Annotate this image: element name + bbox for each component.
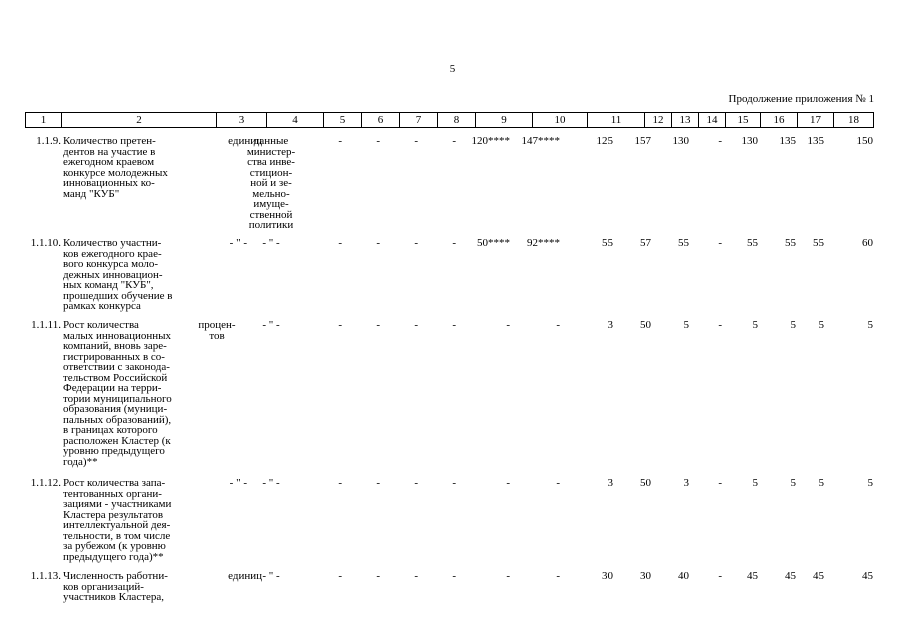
value-c16: 55 (785, 237, 796, 249)
header-cell: 13 (671, 113, 698, 127)
value-c17: 5 (818, 319, 824, 331)
value-c15: 45 (747, 570, 758, 582)
header-cell: 14 (698, 113, 725, 127)
header-cell: 1 (40, 114, 47, 126)
value-c8: - (452, 319, 456, 331)
row-id: 1.1.12. (30, 477, 61, 489)
row-unit: - " - (229, 237, 247, 249)
value-c10: 147**** (521, 135, 560, 147)
row-unit: единиц (228, 570, 262, 582)
row-name: Рост количества малых инновационных компаний, вновь заре- гистрированных в со- ответствии с законода- тельством Российской Федерации на терри- тории муниципального образования (муници- пальных образований), в границах которого расположен Кластер (к уровню предыдущего года)** (63, 319, 172, 468)
value-c11: 125 (596, 135, 613, 147)
row-id: 1.1.11. (31, 319, 61, 331)
value-c14: - (718, 319, 722, 331)
value-c5: - (338, 477, 342, 489)
header-cell: 16 (760, 113, 797, 127)
value-c5: - (338, 135, 342, 147)
row-source: данные министер- ства инве- стицион- ной и зе- мельно- имуще- ственной политики (246, 135, 296, 231)
value-c7: - (414, 570, 418, 582)
row-source: - " - (262, 237, 280, 249)
row-name: Рост количества запа- тентованных органи- зациями - участниками Кластера результатов интеллектуальной дея- тельности, в том числе за рубежом (к уровню предыдущего года)** (63, 477, 172, 563)
value-c9: 120**** (471, 135, 510, 147)
value-c8: - (452, 237, 456, 249)
value-c18: 5 (867, 319, 873, 331)
value-c12: 50 (640, 477, 651, 489)
value-c14: - (718, 135, 722, 147)
header-cell: 15 (725, 113, 760, 127)
header-cell: 6 (361, 113, 399, 127)
value-c12: 57 (640, 237, 651, 249)
value-c16: 135 (779, 135, 796, 147)
row-name: Количество участни- ков ежегодного крае- вого конкурса моло- дежных инновацион- ных команд "КУБ", прошедших обучение в рамках конкурса (63, 237, 173, 312)
value-c5: - (338, 319, 342, 331)
header-cell: 11 (587, 113, 644, 127)
table-header (25, 112, 874, 128)
value-c12: 30 (640, 570, 651, 582)
value-c16: 5 (790, 477, 796, 489)
value-c13: 5 (683, 319, 689, 331)
value-c9: - (506, 477, 510, 489)
value-c12: 50 (640, 319, 651, 331)
value-c15: 55 (747, 237, 758, 249)
value-c17: 45 (813, 570, 824, 582)
value-c11: 55 (602, 237, 613, 249)
value-c5: - (338, 237, 342, 249)
row-unit: единиц (228, 135, 262, 147)
value-c11: 30 (602, 570, 613, 582)
value-c16: 45 (785, 570, 796, 582)
value-c6: - (376, 319, 380, 331)
value-c14: - (718, 477, 722, 489)
value-c7: - (414, 237, 418, 249)
value-c12: 157 (634, 135, 651, 147)
value-c10: 92**** (527, 237, 560, 249)
row-unit: - " - (229, 477, 247, 489)
row-id: 1.1.13. (30, 570, 61, 582)
value-c9: - (506, 570, 510, 582)
value-c18: 150 (856, 135, 873, 147)
value-c10: - (556, 319, 560, 331)
value-c13: 3 (683, 477, 689, 489)
header-cell: 8 (437, 113, 475, 127)
value-c5: - (338, 570, 342, 582)
row-name: Численность работни- ков организаций- участников Кластера, (63, 570, 168, 603)
value-c13: 130 (672, 135, 689, 147)
header-cell: 3 (216, 113, 266, 127)
value-c6: - (376, 477, 380, 489)
value-c17: 135 (807, 135, 824, 147)
row-source: - " - (262, 570, 280, 582)
header-cell: 5 (323, 113, 361, 127)
value-c15: 5 (752, 319, 758, 331)
value-c7: - (414, 477, 418, 489)
value-c15: 5 (752, 477, 758, 489)
row-unit: процен- тов (198, 319, 236, 342)
value-c18: 60 (862, 237, 873, 249)
value-c10: - (556, 570, 560, 582)
value-c6: - (376, 570, 380, 582)
header-cell: 12 (644, 113, 671, 127)
value-c8: - (452, 570, 456, 582)
value-c15: 130 (741, 135, 758, 147)
value-c14: - (718, 237, 722, 249)
value-c18: 5 (867, 477, 873, 489)
row-source: - " - (262, 477, 280, 489)
value-c7: - (414, 135, 418, 147)
continuation-caption: Продолжение приложения № 1 (728, 93, 874, 105)
value-c14: - (718, 570, 722, 582)
header-cell: 17 (797, 113, 833, 127)
header-cell: 18 (833, 113, 873, 127)
value-c9: - (506, 319, 510, 331)
value-c18: 45 (862, 570, 873, 582)
row-id: 1.1.10. (30, 237, 61, 249)
value-c6: - (376, 135, 380, 147)
value-c7: - (414, 319, 418, 331)
value-c8: - (452, 477, 456, 489)
value-c17: 5 (818, 477, 824, 489)
header-cell: 9 (475, 113, 532, 127)
row-id: 1.1.9. (36, 135, 61, 147)
value-c17: 55 (813, 237, 824, 249)
header-cell: 2 (61, 113, 216, 127)
value-c10: - (556, 477, 560, 489)
value-c11: 3 (607, 477, 613, 489)
page-number: 5 (449, 63, 456, 75)
value-c11: 3 (607, 319, 613, 331)
value-c13: 40 (678, 570, 689, 582)
row-source: - " - (262, 319, 280, 331)
header-cell: 10 (532, 113, 587, 127)
value-c13: 55 (678, 237, 689, 249)
value-c9: 50**** (477, 237, 510, 249)
header-cell: 4 (266, 113, 323, 127)
value-c6: - (376, 237, 380, 249)
row-name: Количество претен- дентов на участие в ежегодном краевом конкурсе молодежных инновационных ко- манд "КУБ" (63, 135, 168, 200)
value-c16: 5 (790, 319, 796, 331)
header-cell: 7 (399, 113, 437, 127)
value-c8: - (452, 135, 456, 147)
